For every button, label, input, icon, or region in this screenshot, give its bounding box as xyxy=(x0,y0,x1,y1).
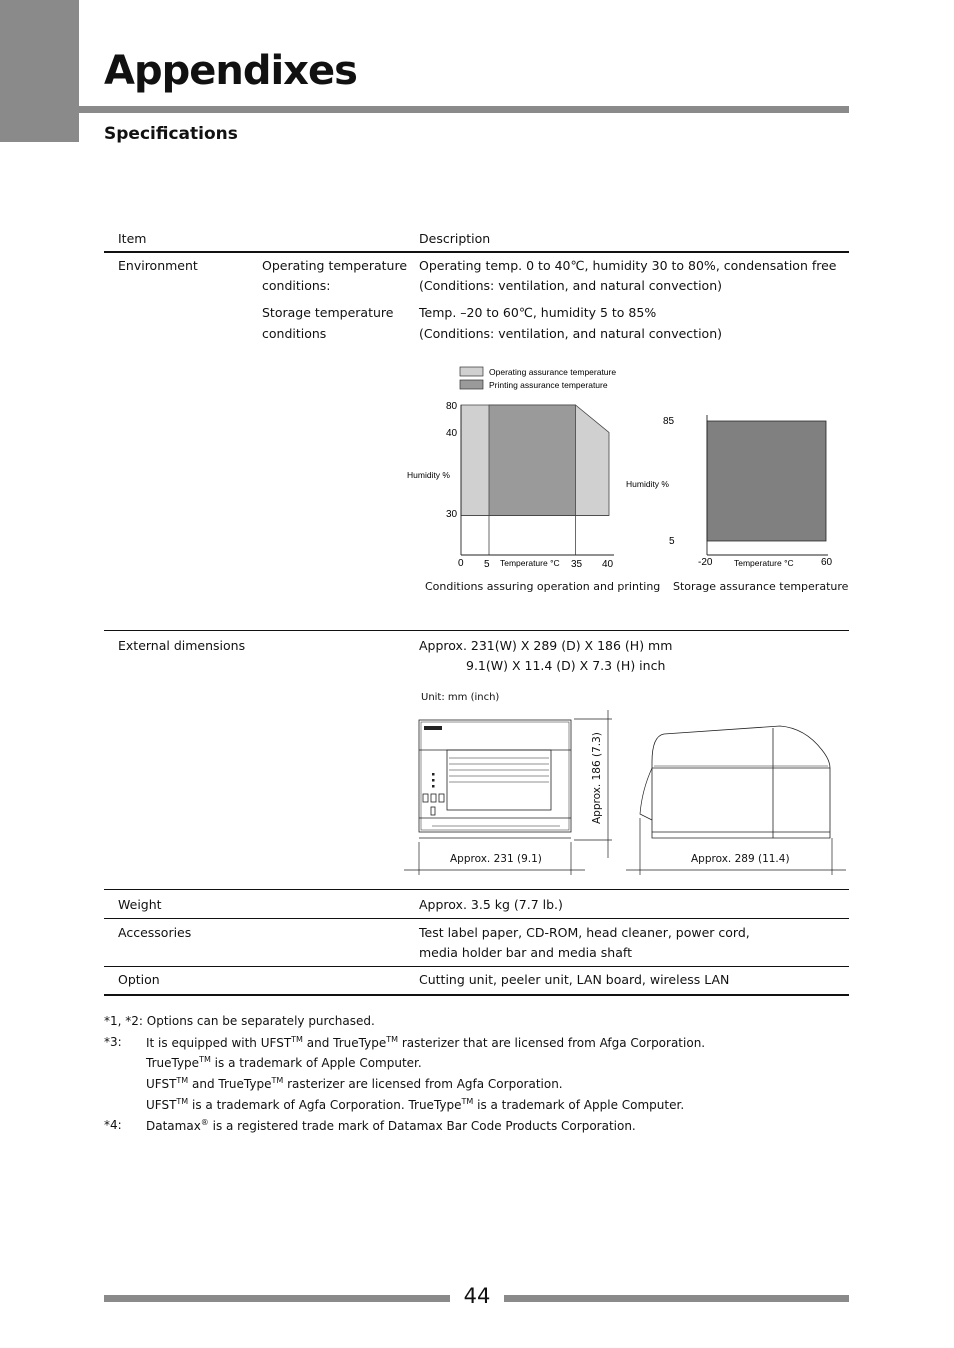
section-title: Specifications xyxy=(104,124,238,144)
legend-swatch-operating xyxy=(460,367,483,376)
printer-side-view xyxy=(640,726,830,838)
row-rule-dimensions xyxy=(104,630,849,631)
env-label: Environment xyxy=(118,258,198,273)
legend-swatch-printing xyxy=(460,380,483,389)
storage-assurance-area xyxy=(707,421,826,541)
footer-bar-left xyxy=(104,1295,450,1302)
y-axis-label: Humidity % xyxy=(407,470,450,480)
dimensions-unit: Unit: mm (inch) xyxy=(421,692,500,703)
env-operating-desc-2: (Conditions: ventilation, and natural convection) xyxy=(419,278,722,293)
x-axis-label: Temperature °C xyxy=(500,558,560,568)
y-axis-label: Humidity % xyxy=(626,479,669,489)
depth-dimension-line xyxy=(626,818,846,875)
front-logo-dots xyxy=(424,726,442,788)
y-tick-85: 85 xyxy=(663,416,675,427)
footnote-3-line-4: UFST™ is a trademark of Agfa Corporation. TrueType™ is a trademark of Apple Computer. xyxy=(146,1097,685,1112)
env-storage-desc-2: (Conditions: ventilation, and natural convection) xyxy=(419,326,722,341)
footnote-3-line-2: TrueType™ is a trademark of Apple Computer. xyxy=(146,1055,422,1070)
storage-chart xyxy=(626,415,833,568)
env-operating-label-1: Operating temperature xyxy=(262,258,408,273)
table-header-description: Description xyxy=(419,231,491,246)
env-storage-desc-1: Temp. –20 to 60℃, humidity 5 to 85% xyxy=(419,305,657,320)
env-operating-desc-1: Operating temp. 0 to 40℃, humidity 30 to 80%, condensation free xyxy=(419,258,837,273)
x-tick-neg20: -20 xyxy=(698,557,713,568)
option-label: Option xyxy=(118,972,160,987)
weight-value: Approx. 3.5 kg (7.7 lb.) xyxy=(419,897,563,912)
env-operating-label-2: conditions: xyxy=(262,278,331,293)
chart1-caption: Conditions assuring operation and printing xyxy=(425,580,661,593)
x-tick-60: 60 xyxy=(821,557,833,568)
x-tick-0: 0 xyxy=(458,558,464,569)
printing-assurance-area xyxy=(489,405,576,516)
y-tick-5: 5 xyxy=(669,536,675,547)
accessories-line-2: media holder bar and media shaft xyxy=(419,945,632,960)
weight-label: Weight xyxy=(118,897,162,912)
row-rule-accessories xyxy=(104,918,849,919)
footnote-4-text: Datamax® is a registered trade mark of Datamax Bar Code Products Corporation. xyxy=(146,1118,636,1133)
page-number: 44 xyxy=(463,1284,491,1308)
accessories-label: Accessories xyxy=(118,925,192,940)
table-header-item: Item xyxy=(118,231,147,246)
footnote-3-mark: *3: xyxy=(104,1035,122,1049)
y-tick-80: 80 xyxy=(446,401,458,412)
dimensions-inch: 9.1(W) X 11.4 (D) X 7.3 (H) inch xyxy=(466,658,666,673)
operation-printing-chart xyxy=(407,401,614,570)
legend-label-operating: Operating assurance temperature xyxy=(489,367,617,377)
footnote-4-mark: *4: xyxy=(104,1118,122,1132)
legend-label-printing: Printing assurance temperature xyxy=(489,380,608,390)
row-rule-weight xyxy=(104,889,849,890)
width-label: Approx. 231 (9.1) xyxy=(450,853,542,865)
accessories-line-1: Test label paper, CD-ROM, head cleaner, power cord, xyxy=(419,925,750,940)
environment-charts xyxy=(0,0,954,640)
option-value: Cutting unit, peeler unit, LAN board, wireless LAN xyxy=(419,972,730,987)
dimensions-mm: Approx. 231(W) X 289 (D) X 186 (H) mm xyxy=(419,638,673,653)
dimensions-label: External dimensions xyxy=(118,638,246,653)
x-axis-label: Temperature °C xyxy=(734,558,794,568)
x-tick-5: 5 xyxy=(484,559,490,570)
env-storage-label-1: Storage temperature xyxy=(262,305,394,320)
depth-label: Approx. 289 (11.4) xyxy=(691,853,790,865)
footer-bar-right xyxy=(504,1295,849,1302)
printer-front-view xyxy=(419,720,571,838)
footnote-3-line-3: UFST™ and TrueType™ rasterizer are licensed from Agfa Corporation. xyxy=(146,1076,563,1091)
row-rule-option xyxy=(104,966,849,967)
footnote-1-2: *1, *2: Options can be separately purchased. xyxy=(104,1014,375,1028)
y-tick-40: 40 xyxy=(446,428,458,439)
env-storage-label-2: conditions xyxy=(262,326,327,341)
footnote-3-line-1: It is equipped with UFST™ and TrueType™ rasterizer that are licensed from Afga Corporation. xyxy=(146,1035,706,1050)
x-tick-35: 35 xyxy=(571,559,583,570)
y-tick-30: 30 xyxy=(446,509,458,520)
x-tick-40: 40 xyxy=(602,559,614,570)
table-bottom-rule xyxy=(104,994,849,996)
page-title: Appendixes xyxy=(104,48,357,94)
height-label: Approx. 186 (7.3) xyxy=(591,732,603,824)
chart2-caption: Storage assurance temperature xyxy=(673,580,849,593)
